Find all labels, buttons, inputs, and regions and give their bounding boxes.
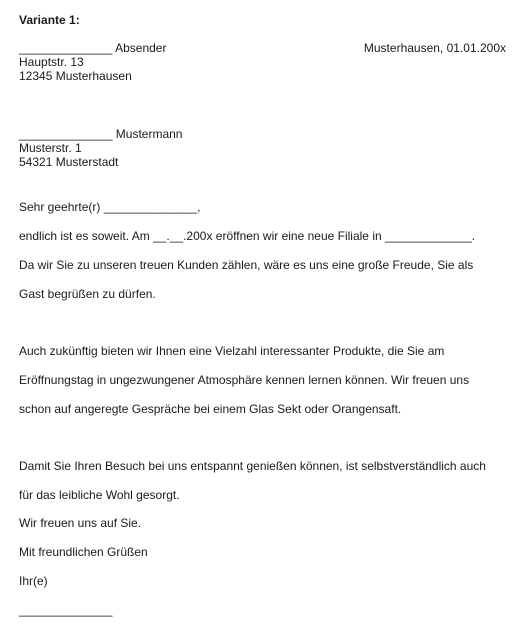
sender-name-line: ______________ Absender bbox=[19, 41, 167, 55]
recipient-city: 54321 Musterstadt bbox=[19, 155, 119, 169]
sender-street: Hauptstr. 13 bbox=[19, 55, 84, 69]
salutation: Sehr geehrte(r) ______________, bbox=[19, 200, 201, 214]
recipient-name-line: ______________ Mustermann bbox=[19, 127, 183, 141]
body-line: endlich ist es soweit. Am __.__.200x eröffnen wir eine neue Filiale in _____________. bbox=[19, 229, 476, 243]
body-line: Auch zukünftig bieten wir Ihnen eine Vielzahl interessanter Produkte, die Sie am bbox=[19, 344, 445, 358]
body-line: Damit Sie Ihren Besuch bei uns entspannt genießen können, ist selbstverständlich auch bbox=[19, 459, 486, 473]
place-date: Musterhausen, 01.01.200x bbox=[363, 41, 506, 55]
signature-label: Ihr(e) bbox=[19, 574, 48, 588]
closing: Mit freundlichen Grüßen bbox=[19, 545, 148, 559]
signature-line: ______________ bbox=[19, 603, 113, 617]
body-line: Eröffnungstag in ungezwungener Atmosphäre kennen lernen können. Wir freuen uns bbox=[19, 373, 470, 387]
recipient-street: Musterstr. 1 bbox=[19, 141, 82, 155]
body-line: Wir freuen uns auf Sie. bbox=[19, 516, 142, 530]
body-line: Gast begrüßen zu dürfen. bbox=[19, 287, 156, 301]
body-line: schon auf angeregte Gespräche bei einem Glas Sekt oder Orangensaft. bbox=[19, 402, 402, 416]
body-line: für das leibliche Wohl gesorgt. bbox=[19, 488, 180, 502]
body-line: Da wir Sie zu unseren treuen Kunden zählen, wäre es uns eine große Freude, Sie als bbox=[19, 258, 474, 272]
sender-city: 12345 Musterhausen bbox=[19, 69, 132, 83]
document-heading: Variante 1: bbox=[19, 13, 80, 27]
